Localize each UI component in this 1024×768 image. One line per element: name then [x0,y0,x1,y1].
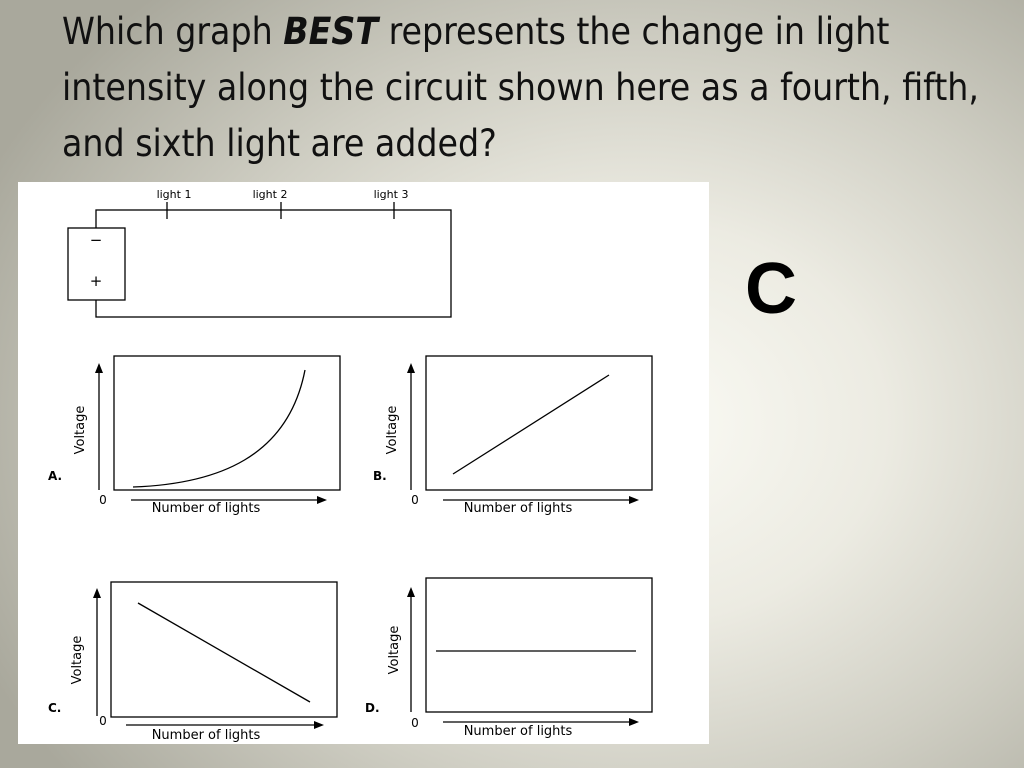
graph-a-frame [114,356,340,490]
graph-b-origin: 0 [411,493,419,507]
graph-c-letter: C. [48,701,62,715]
graph-c-xlabel: Number of lights [151,728,261,743]
graph-b-letter: B. [373,469,387,483]
graph-a-x-arrow [317,496,327,504]
graph-b [373,356,652,516]
graph-a-xlabel: Number of lights [151,501,261,516]
circuit-diagram [68,188,451,317]
graph-a-letter: A. [48,469,63,483]
graph-a-origin: 0 [99,493,107,507]
graph-b-line [453,375,609,474]
question-part2: represents the change in light intensity along the circuit shown here as a fourth, fifth, and sixth light are added? [62,10,979,165]
light-1-label: light 1 [156,188,192,201]
graph-b-ylabel: Voltage [385,405,400,455]
graph-c [48,582,337,743]
question-emphasis: BEST [283,10,379,53]
battery-plus-label: + [89,272,103,290]
graph-a-y-arrow [95,363,103,373]
graph-a [48,356,340,516]
graph-a-curve [133,370,305,487]
circuit-wire [96,210,451,317]
graph-d [365,578,652,739]
graph-c-x-arrow [314,721,324,729]
graph-c-origin: 0 [99,714,107,728]
graph-a-ylabel: Voltage [73,405,88,455]
answer-label: C [745,249,797,329]
graph-b-x-arrow [629,496,639,504]
graph-d-frame [426,578,652,712]
figure-svg [18,182,709,744]
graph-d-ylabel: Voltage [387,625,402,675]
graph-d-y-arrow [407,587,415,597]
battery-minus-label: − [89,231,103,249]
graph-c-line [138,603,310,702]
question-text [62,4,1002,172]
graph-c-frame [111,582,337,717]
light-2-label: light 2 [252,188,288,201]
light-3-label: light 3 [373,188,409,201]
graph-d-xlabel: Number of lights [463,724,573,739]
graph-c-ylabel: Voltage [70,635,85,685]
question-part1: Which graph [62,10,284,53]
graph-c-y-arrow [93,588,101,598]
graph-d-letter: D. [365,701,380,715]
question-figure [18,182,709,744]
graph-b-y-arrow [407,363,415,373]
graph-b-xlabel: Number of lights [463,501,573,516]
graph-d-origin: 0 [411,716,419,730]
graph-d-x-arrow [629,718,639,726]
